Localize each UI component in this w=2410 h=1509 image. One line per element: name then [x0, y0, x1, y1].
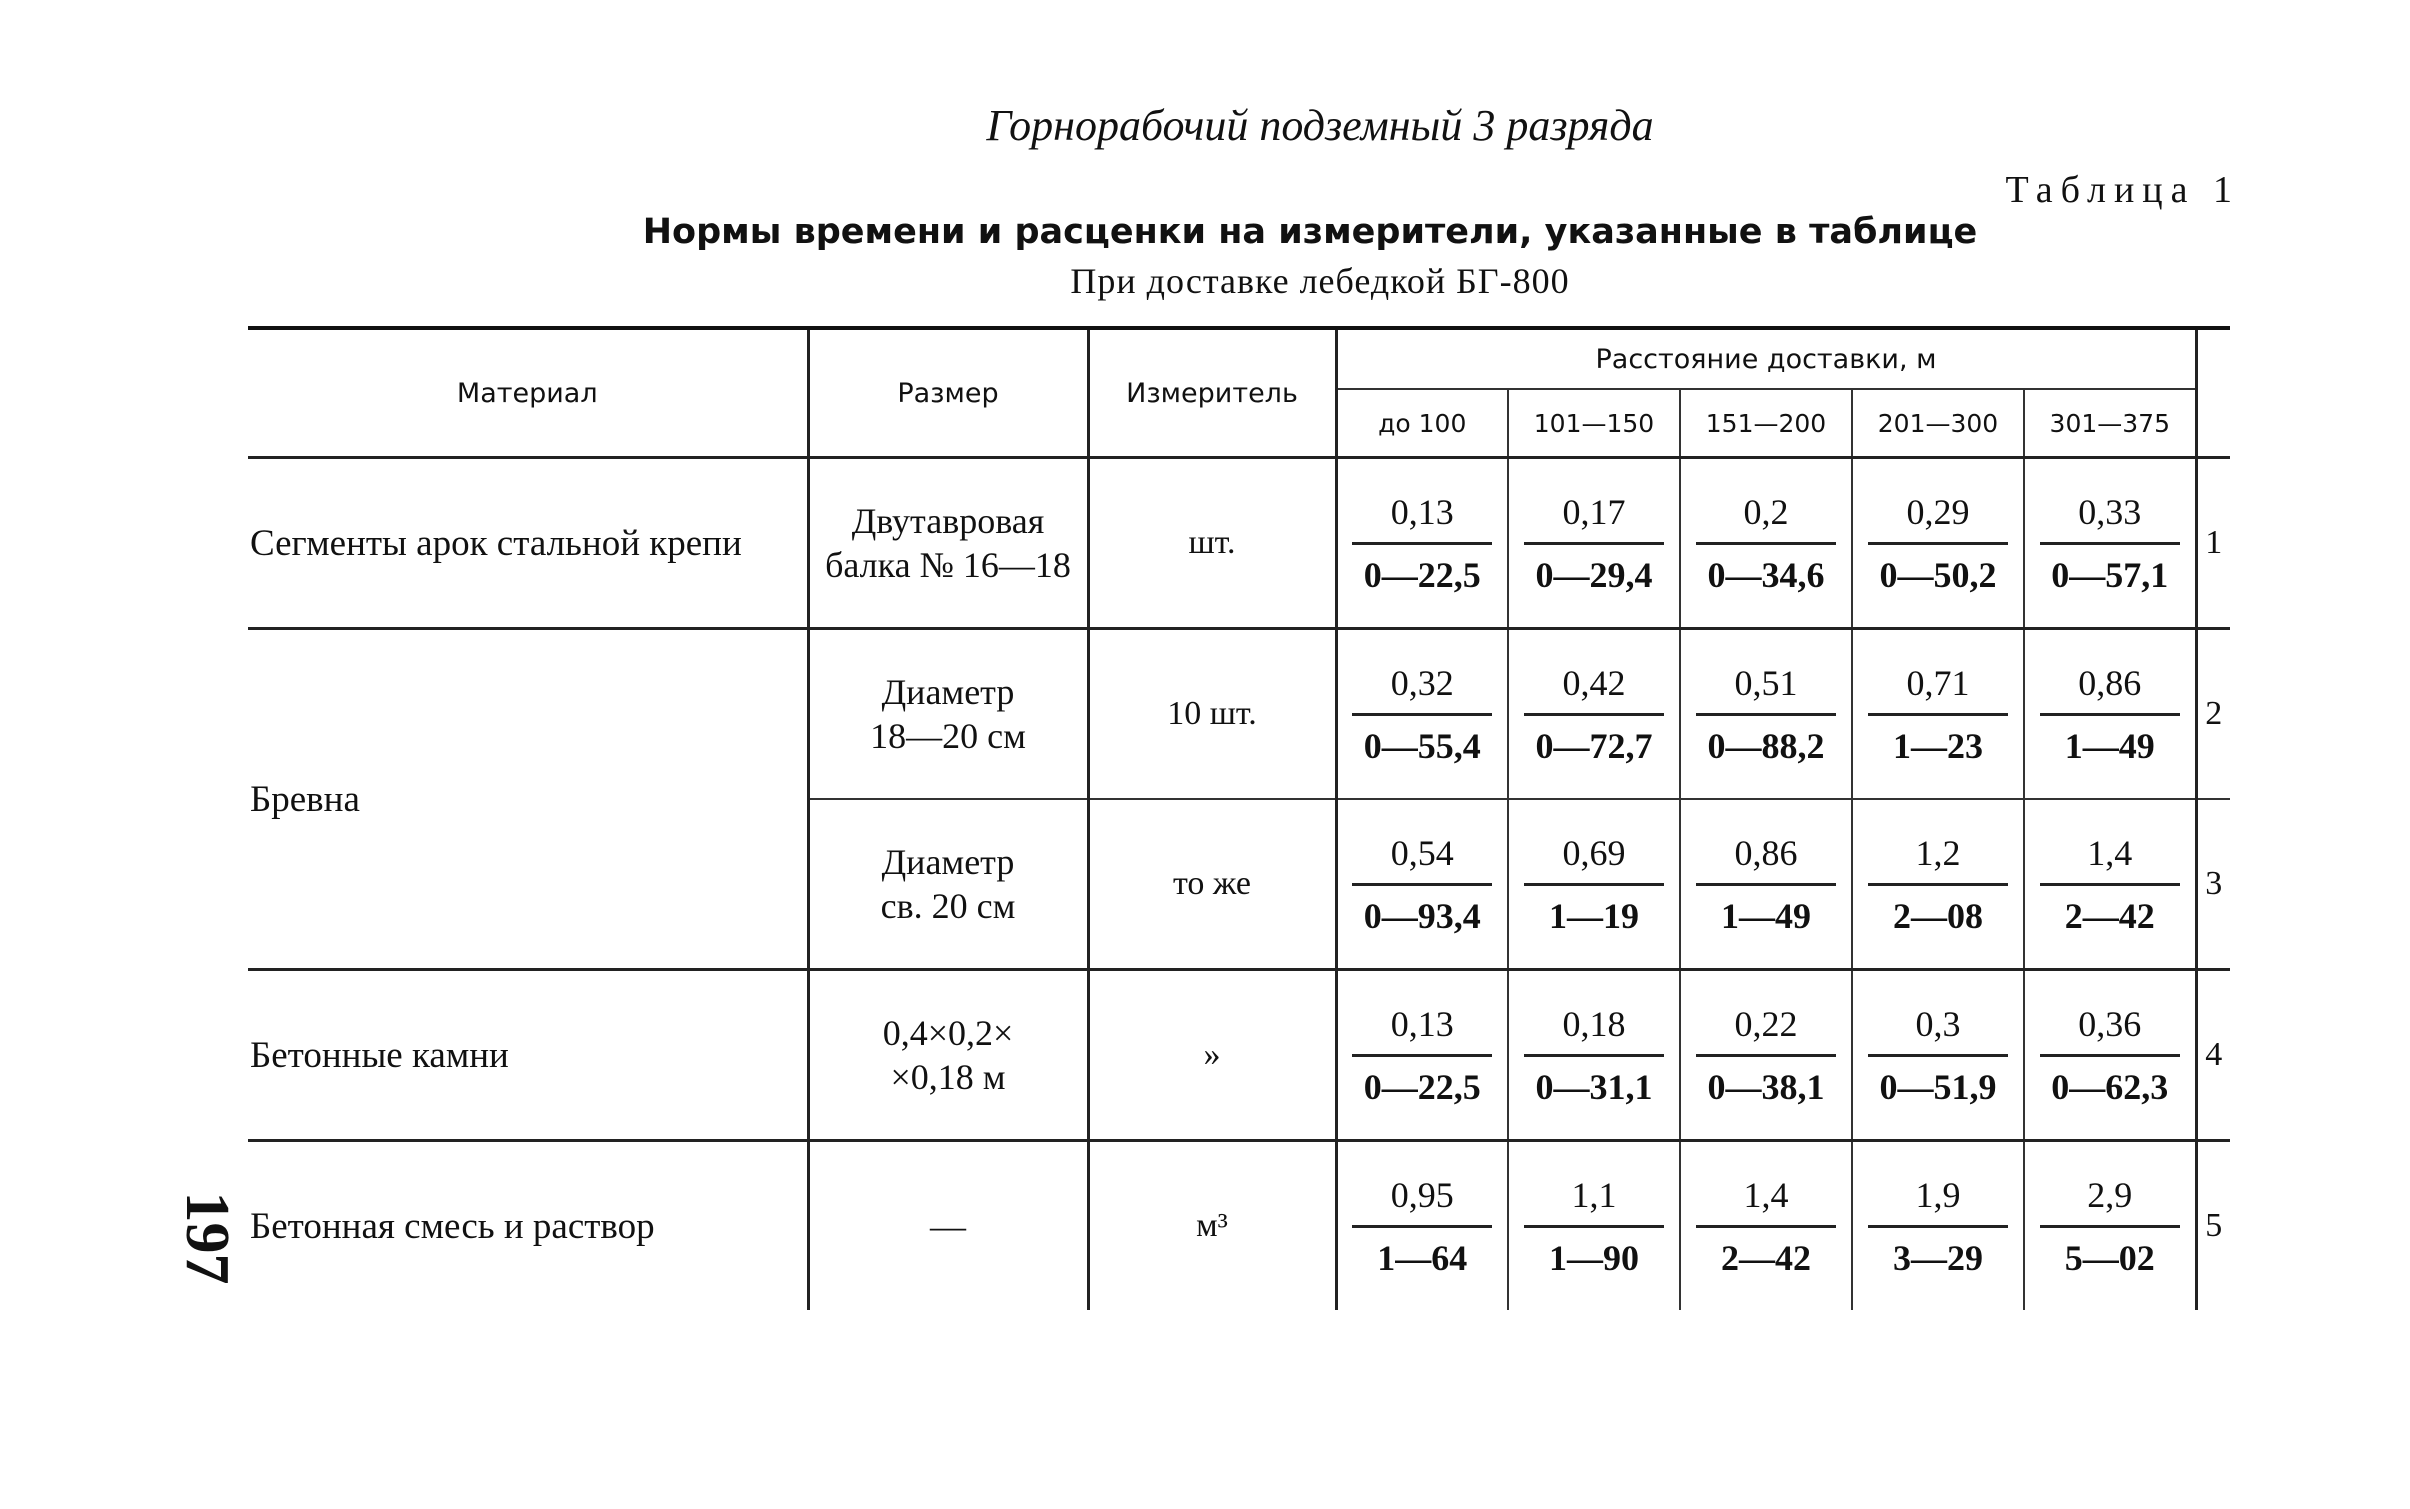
rate-value: 0—29,4 — [1535, 554, 1653, 595]
header-size: Размер — [808, 328, 1088, 458]
material-cell: Бревна — [250, 778, 360, 820]
size-cell — [808, 970, 1088, 1141]
norm-value: 0,86 — [2040, 663, 2180, 716]
header-material: Материал — [456, 377, 598, 409]
rate-value: 5—02 — [2064, 1237, 2155, 1278]
norm-value: 0,69 — [1524, 833, 1664, 886]
rate-value: 2—42 — [2064, 895, 2155, 936]
norm-fraction — [1696, 1175, 1836, 1278]
norm-value: 2,9 — [2040, 1175, 2180, 1228]
size-cell — [808, 1141, 1088, 1311]
norm-fraction — [1696, 663, 1836, 766]
norm-value: 1,1 — [1524, 1175, 1664, 1228]
norm-fraction — [1352, 1004, 1492, 1107]
header-unit: Измеритель — [1088, 328, 1336, 458]
material-cell: Сегменты арок стальной крепи — [250, 522, 742, 564]
size-line: — — [930, 1206, 966, 1246]
value-cell — [1852, 458, 2024, 629]
norm-fraction — [2040, 663, 2180, 766]
rate-value: 1—49 — [2064, 725, 2155, 766]
table-row — [248, 1141, 2230, 1311]
norm-value: 0,54 — [1352, 833, 1492, 886]
rate-value: 0—72,7 — [1535, 725, 1653, 766]
norm-fraction — [1868, 663, 2008, 766]
rate-value: 0—31,1 — [1535, 1066, 1653, 1107]
rate-value: 0—51,9 — [1879, 1066, 1997, 1107]
value-cell — [1336, 458, 1508, 629]
norm-value: 0,71 — [1868, 663, 2008, 716]
value-cell — [1680, 458, 1852, 629]
value-cell — [1336, 799, 1508, 970]
norms-table — [248, 326, 2230, 1310]
header-distance: Расстояние доставки, м — [1336, 328, 2196, 389]
norm-fraction — [1352, 1175, 1492, 1278]
value-cell — [1680, 1141, 1852, 1311]
rate-value: 0—55,4 — [1363, 725, 1481, 766]
value-cell — [1336, 970, 1508, 1141]
norm-fraction — [1696, 833, 1836, 936]
norm-value: 0,29 — [1868, 492, 2008, 545]
norm-value: 1,4 — [2040, 833, 2180, 886]
norm-value: 0,42 — [1524, 663, 1664, 716]
size-cell — [808, 629, 1088, 800]
row-number: 3 — [2196, 799, 2230, 970]
header-row — [248, 328, 2230, 389]
size-line: Диаметр — [881, 672, 1015, 712]
norm-fraction — [1868, 833, 2008, 936]
size-line: ×0,18 м — [890, 1057, 1006, 1097]
table-row — [248, 458, 2230, 629]
header-range: 101—150 — [1508, 389, 1680, 458]
norm-fraction — [1352, 492, 1492, 595]
size-line: балка № 16—18 — [825, 545, 1071, 585]
norm-fraction — [2040, 1175, 2180, 1278]
unit-cell: 10 шт. — [1088, 629, 1336, 800]
rate-value: 1—19 — [1549, 895, 1639, 936]
header-range: 201—300 — [1852, 389, 2024, 458]
norm-value: 0,13 — [1352, 1004, 1492, 1057]
size-cell — [808, 799, 1088, 970]
size-line: св. 20 см — [880, 886, 1016, 926]
norm-value: 0,18 — [1524, 1004, 1664, 1057]
rate-value: 0—22,5 — [1363, 1066, 1481, 1107]
rate-value: 0—93,4 — [1363, 895, 1481, 936]
norm-fraction — [1524, 492, 1664, 595]
norm-fraction — [2040, 833, 2180, 936]
row-number: 4 — [2196, 970, 2230, 1141]
material-cell: Бетонная смесь и раствор — [250, 1205, 655, 1247]
value-cell — [1852, 629, 2024, 800]
norm-fraction — [1524, 663, 1664, 766]
norm-fraction — [1352, 663, 1492, 766]
norm-value: 0,13 — [1352, 492, 1492, 545]
value-cell — [1508, 458, 1680, 629]
size-cell — [808, 458, 1088, 629]
size-line: Двутавровая — [851, 501, 1045, 541]
norm-fraction — [1524, 1175, 1664, 1278]
rate-value: 0—50,2 — [1879, 554, 1997, 595]
norm-fraction — [1868, 492, 2008, 595]
value-cell — [1852, 970, 2024, 1141]
table-caption: Нормы времени и расценки на измерители, указанные в таблице — [642, 212, 1978, 252]
norm-value: 1,4 — [1696, 1175, 1836, 1228]
rate-value: 2—08 — [1893, 895, 1983, 936]
header-range: до 100 — [1336, 389, 1508, 458]
table-row — [248, 629, 2230, 800]
table-label: Таблица 1 — [2005, 169, 2240, 211]
norm-fraction — [1524, 1004, 1664, 1107]
norm-fraction — [2040, 1004, 2180, 1107]
unit-cell: » — [1088, 970, 1336, 1141]
value-cell — [1508, 970, 1680, 1141]
page-number: 197 — [173, 1191, 241, 1285]
unit-cell: то же — [1088, 799, 1336, 970]
norm-fraction — [2040, 492, 2180, 595]
norm-value: 0,51 — [1696, 663, 1836, 716]
header-range: 301—375 — [2024, 389, 2196, 458]
rate-value: 2—42 — [1721, 1237, 1811, 1278]
value-cell — [1336, 629, 1508, 800]
material-cell: Бетонные камни — [250, 1034, 509, 1076]
norm-fraction — [1868, 1175, 2008, 1278]
rate-value: 0—22,5 — [1363, 554, 1481, 595]
norm-value: 0,32 — [1352, 663, 1492, 716]
rate-value: 0—62,3 — [2051, 1066, 2169, 1107]
value-cell — [2024, 629, 2196, 800]
norm-value: 0,22 — [1696, 1004, 1836, 1057]
row-number: 1 — [2196, 458, 2230, 629]
rate-value: 1—49 — [1721, 895, 1811, 936]
norm-value: 0,3 — [1868, 1004, 2008, 1057]
value-cell — [1680, 629, 1852, 800]
value-cell — [1852, 799, 2024, 970]
rate-value: 1—23 — [1893, 725, 1983, 766]
rate-value: 1—64 — [1377, 1237, 1468, 1278]
value-cell — [2024, 799, 2196, 970]
norm-value: 0,2 — [1696, 492, 1836, 545]
value-cell — [2024, 970, 2196, 1141]
value-cell — [1508, 629, 1680, 800]
norm-value: 1,2 — [1868, 833, 2008, 886]
norm-fraction — [1696, 492, 1836, 595]
norm-fraction — [1524, 833, 1664, 936]
norm-value: 0,86 — [1696, 833, 1836, 886]
value-cell — [2024, 458, 2196, 629]
value-cell — [1680, 970, 1852, 1141]
unit-cell: м³ — [1088, 1141, 1336, 1311]
norm-value: 0,95 — [1352, 1175, 1492, 1228]
value-cell — [1680, 799, 1852, 970]
table-subcaption: При доставке лебедкой БГ-800 — [1070, 261, 1570, 301]
norm-value: 0,17 — [1524, 492, 1664, 545]
value-cell — [1508, 799, 1680, 970]
page-title: Горнорабочий подземный 3 разряда — [986, 101, 1654, 150]
rate-value: 3—29 — [1893, 1237, 1983, 1278]
norm-value: 0,33 — [2040, 492, 2180, 545]
norm-value: 1,9 — [1868, 1175, 2008, 1228]
size-line: Диаметр — [881, 842, 1015, 882]
value-cell — [1336, 1141, 1508, 1311]
norm-fraction — [1352, 833, 1492, 936]
rate-value: 1—90 — [1549, 1237, 1639, 1278]
header-num — [2196, 328, 2230, 458]
rate-value: 0—57,1 — [2051, 554, 2169, 595]
norm-fraction — [1696, 1004, 1836, 1107]
value-cell — [1508, 1141, 1680, 1311]
size-line: 18—20 см — [870, 716, 1026, 756]
table-row — [248, 970, 2230, 1141]
unit-cell: шт. — [1088, 458, 1336, 629]
size-line: 0,4×0,2× — [882, 1013, 1014, 1053]
rate-value: 0—34,6 — [1707, 554, 1825, 595]
row-number: 2 — [2196, 629, 2230, 800]
value-cell — [2024, 1141, 2196, 1311]
value-cell — [1852, 1141, 2024, 1311]
norm-value: 0,36 — [2040, 1004, 2180, 1057]
rate-value: 0—38,1 — [1707, 1066, 1825, 1107]
norm-fraction — [1868, 1004, 2008, 1107]
header-range: 151—200 — [1680, 389, 1852, 458]
rate-value: 0—88,2 — [1707, 725, 1825, 766]
row-number: 5 — [2196, 1141, 2230, 1311]
